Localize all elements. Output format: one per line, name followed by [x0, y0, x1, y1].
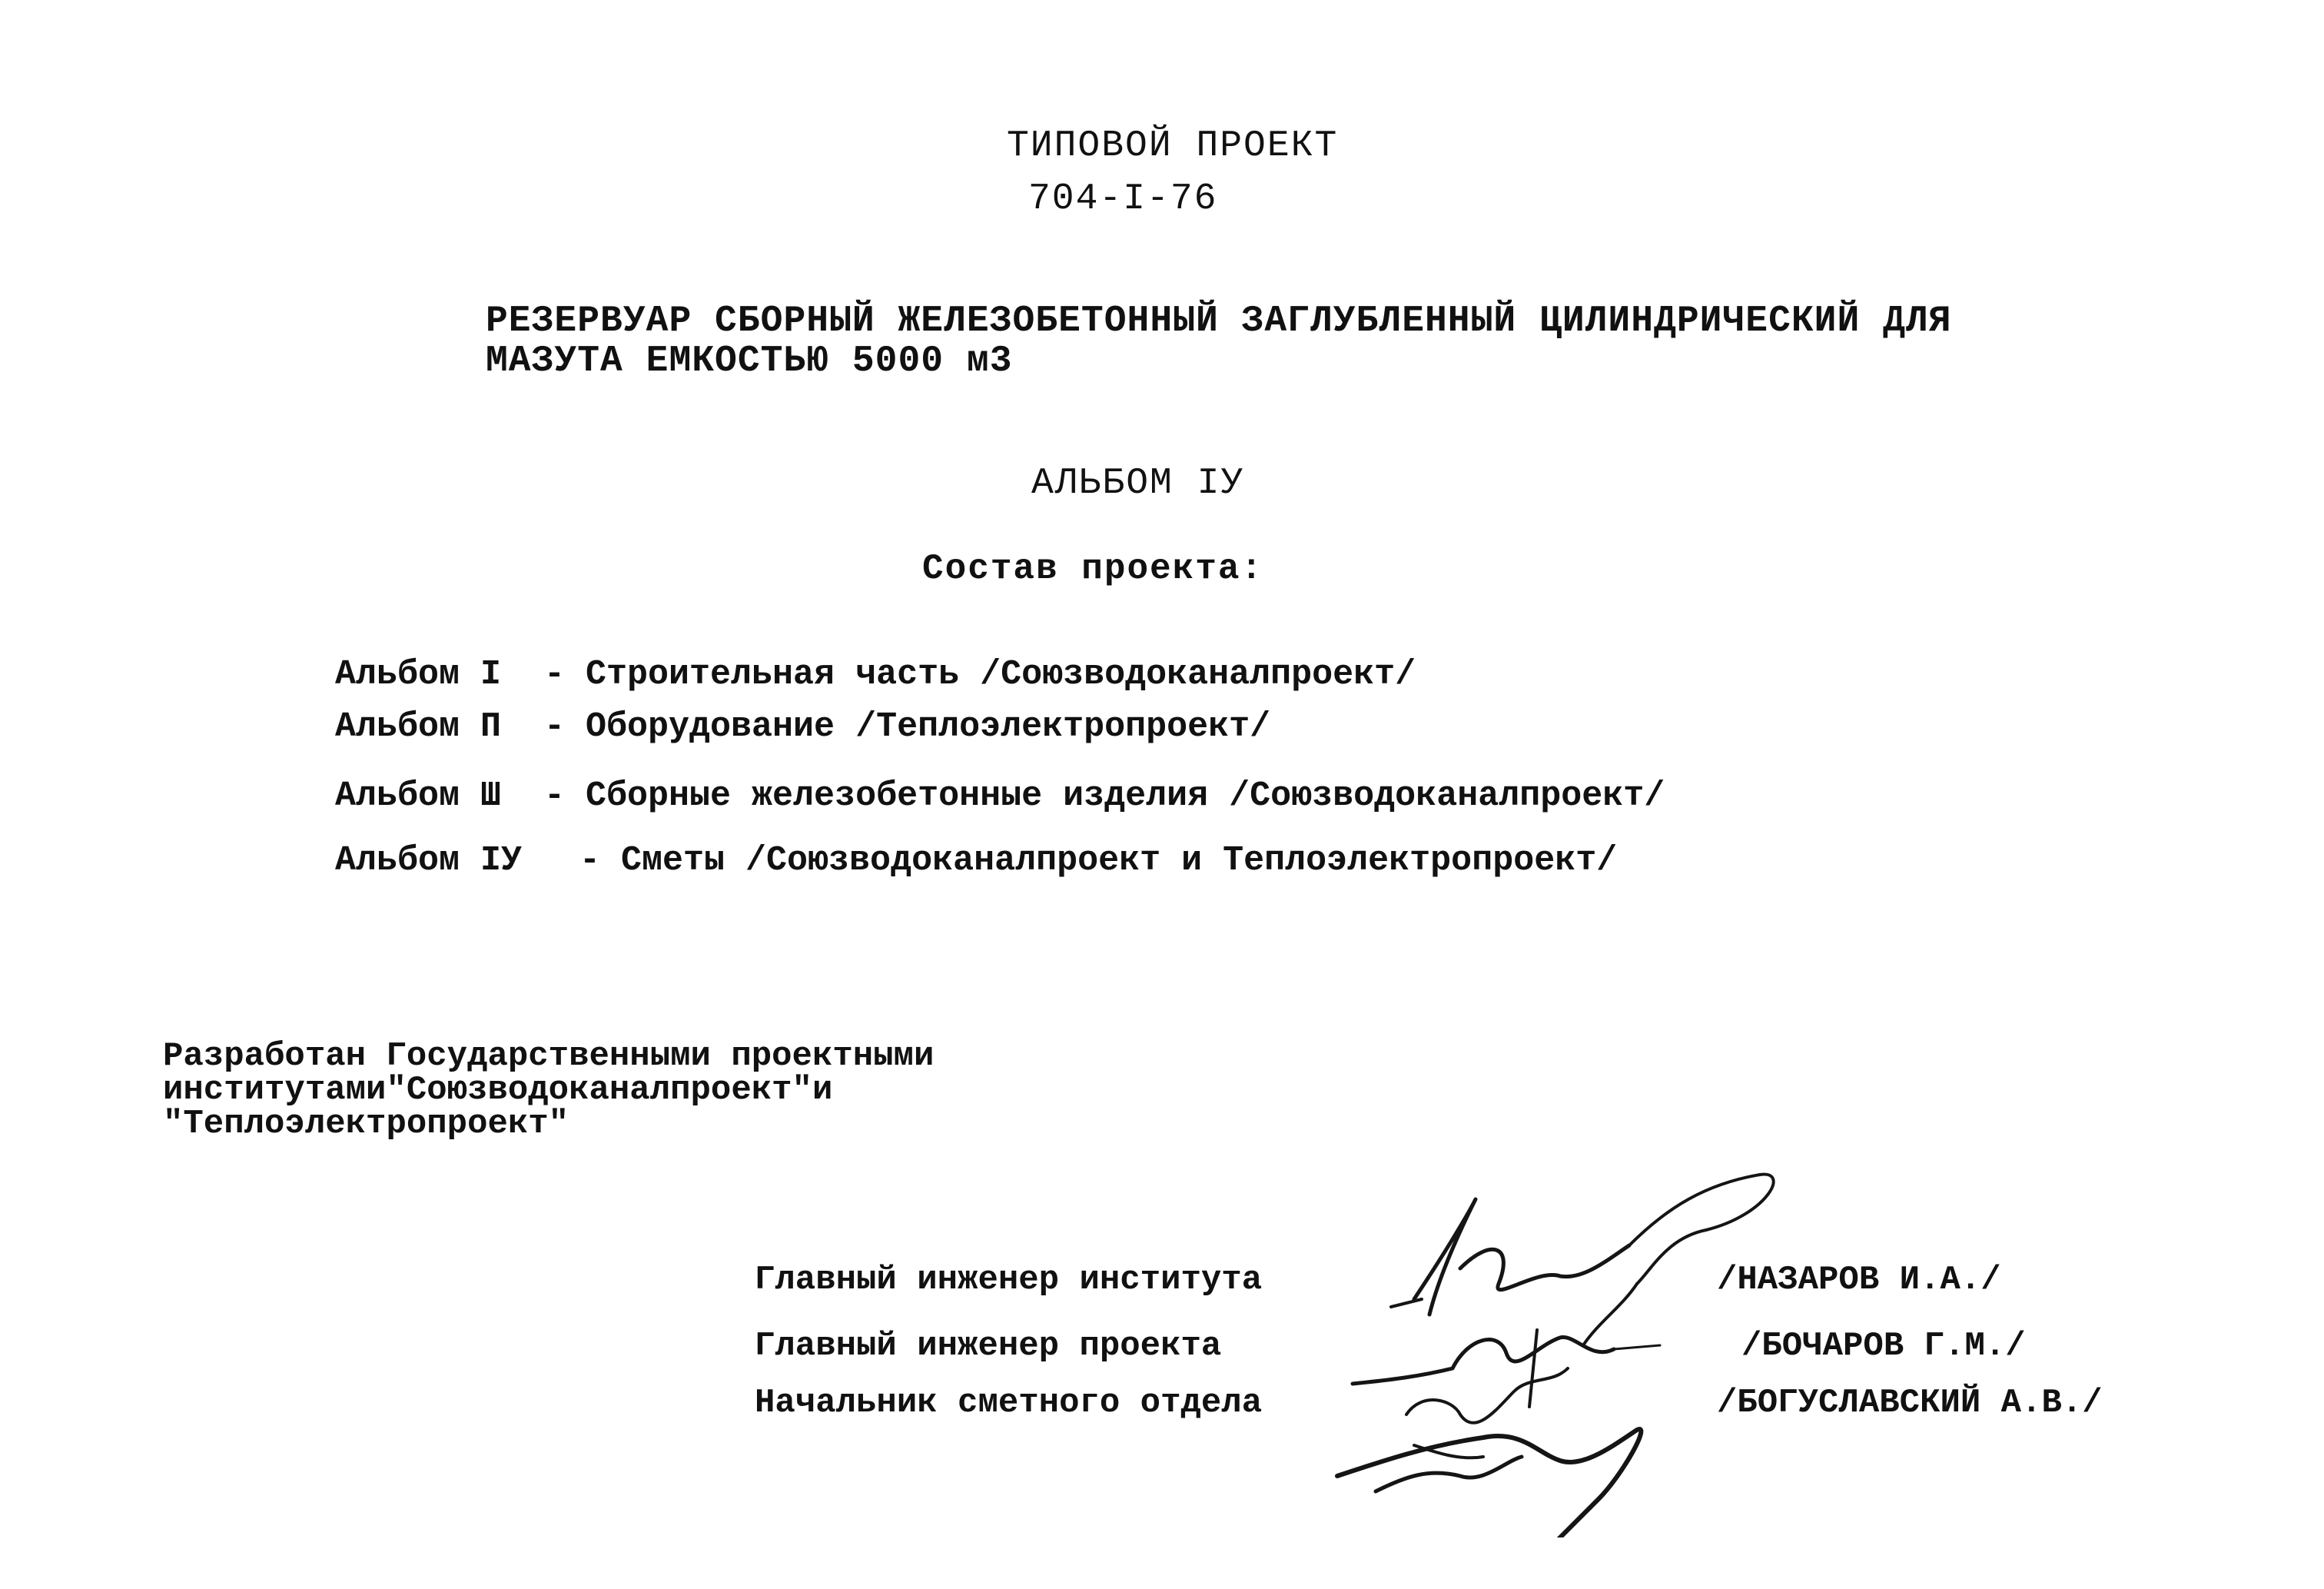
project-code: 704-I-76	[1028, 178, 1218, 220]
signatory-name: /БОГУСЛАВСКИЙ А.В./	[1717, 1384, 2103, 1422]
album-description: - Строительная часть /Союзводоканалпроект/	[544, 655, 1416, 694]
developed-by	[163, 1039, 934, 1141]
signatory-role: Главный инженер института	[755, 1261, 1263, 1299]
album-label: Альбом IУ	[335, 841, 523, 880]
album-description: - Сборные железобетонные изделия /Союзводоканалпроект/	[544, 776, 1665, 816]
signatory-role: Главный инженер проекта	[755, 1327, 1222, 1365]
project-title-line-1: РЕЗЕРВУАР СБОРНЫЙ ЖЕЛЕЗОБЕТОННЫЙ ЗАГЛУБЛЕННЫЙ ЦИЛИНДРИЧЕСКИЙ ДЛЯ	[486, 301, 1952, 342]
developed-by-line-2: институтами"Союзводоканалпроект"и	[163, 1071, 833, 1109]
signatories-block	[755, 1261, 2215, 1445]
album-title: АЛЬБОМ IУ	[1031, 463, 1245, 504]
composition-heading: Состав проекта:	[922, 549, 1264, 589]
signatory-name: /НАЗАРОВ И.А./	[1717, 1261, 2001, 1299]
album-label: Альбом I	[335, 655, 502, 694]
developed-by-line-3: "Теплоэлектропроект"	[163, 1105, 569, 1143]
signature-stroke	[1337, 1429, 1641, 1537]
album-description: - Сметы /Союзводоканалпроект и Теплоэлектропроект/	[579, 841, 1618, 880]
album-label: Альбом П	[335, 707, 502, 746]
album-label: Альбом Ш	[335, 776, 502, 816]
project-series: ТИПОВОЙ ПРОЕКТ	[1007, 125, 1339, 167]
developed-by-line-1: Разработан Государственными проектными	[163, 1037, 935, 1075]
album-description: - Оборудование /Теплоэлектропроект/	[544, 707, 1271, 746]
signatory-role: Начальник сметного отдела	[755, 1384, 1263, 1422]
project-title-line-2: МАЗУТА ЕМКОСТЬЮ 5000 м3	[486, 341, 1013, 382]
signature-stroke	[1376, 1457, 1522, 1491]
signatory-name: /БОЧАРОВ Г.М./	[1741, 1327, 2026, 1365]
project-title	[486, 301, 1952, 381]
